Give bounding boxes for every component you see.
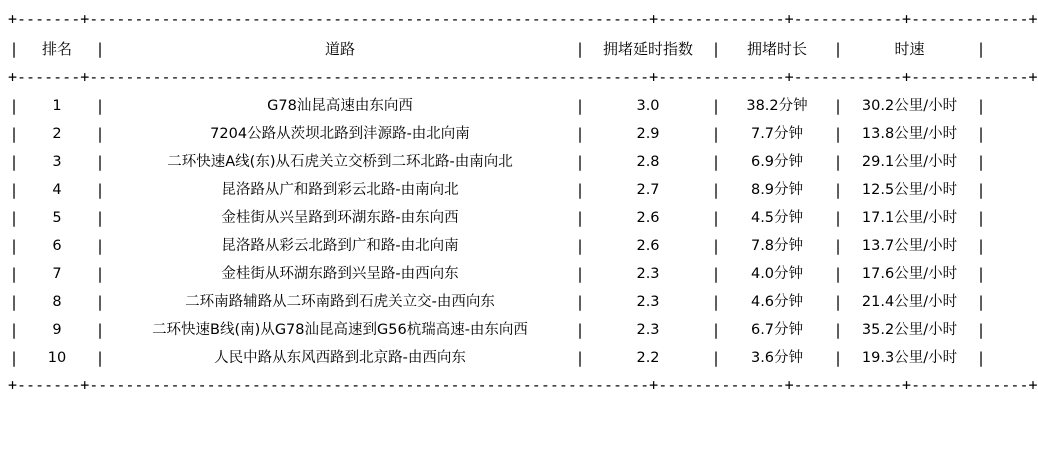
traffic-congestion-table	[8, 34, 987, 64]
border-bar: |	[833, 181, 843, 199]
border-bar: |	[833, 125, 843, 143]
border-bar: |	[575, 349, 585, 367]
cell-road: 金桂街从环湖东路到兴呈路-由西向东	[221, 266, 459, 282]
cell-congestion-index: 2.3	[636, 294, 660, 310]
cell-congestion-index: 3.0	[636, 98, 660, 114]
border-bar: |	[95, 237, 105, 255]
border-bar: |	[9, 349, 19, 367]
border-bar: |	[833, 293, 843, 311]
cell-congestion-index: 2.3	[636, 266, 660, 282]
border-bar: |	[833, 237, 843, 255]
cell-rank: 2	[52, 126, 62, 142]
cell-rank: 1	[52, 98, 62, 114]
cell-congestion-index: 2.8	[636, 154, 660, 170]
border-bar: |	[95, 125, 105, 143]
border-bar: |	[976, 349, 986, 367]
cell-congestion-index: 2.2	[636, 350, 660, 366]
cell-road: 人民中路从东风西路到北京路-由西向东	[214, 350, 466, 366]
border-bar: |	[711, 153, 721, 171]
border-bar: |	[9, 153, 19, 171]
cell-congestion-index: 2.6	[636, 238, 660, 254]
border-bar: |	[575, 153, 585, 171]
table-bottom-border: +-------+--------------------------------------------------------------+--------------+------------+-------------+	[8, 376, 1038, 394]
table-top-border: +-------+--------------------------------------------------------------+--------------+------------+-------------+	[8, 10, 1038, 28]
cell-congestion-duration: 8.9分钟	[750, 182, 804, 198]
border-bar: |	[976, 125, 986, 143]
cell-congestion-index: 2.6	[636, 210, 660, 226]
cell-rank: 7	[52, 266, 62, 282]
border-bar: |	[9, 97, 19, 115]
border-bar: |	[833, 265, 843, 283]
cell-speed: 21.4公里/小时	[861, 294, 958, 310]
cell-congestion-index: 2.9	[636, 126, 660, 142]
column-header-road: 道路	[324, 40, 355, 58]
cell-rank: 9	[52, 322, 62, 338]
table-row	[8, 92, 987, 120]
border-bar: |	[95, 349, 105, 367]
border-bar: |	[976, 293, 986, 311]
cell-speed: 30.2公里/小时	[861, 98, 958, 114]
cell-rank: 5	[52, 210, 62, 226]
cell-congestion-duration: 7.8分钟	[750, 238, 804, 254]
cell-road: 7204公路从茨坝北路到沣源路-由北向南	[210, 126, 470, 142]
border-bar: |	[711, 265, 721, 283]
table-row	[8, 316, 987, 344]
cell-congestion-duration: 6.7分钟	[750, 322, 804, 338]
cell-road: 二环南路辅路从二环南路到石虎关立交-由西向东	[185, 294, 495, 310]
cell-congestion-duration: 4.5分钟	[750, 210, 804, 226]
border-bar: |	[95, 97, 105, 115]
border-bar: |	[95, 40, 105, 58]
border-bar: |	[976, 321, 986, 339]
border-bar: |	[575, 293, 585, 311]
border-bar: |	[833, 97, 843, 115]
border-bar: |	[95, 321, 105, 339]
border-bar: |	[575, 125, 585, 143]
border-bar: |	[575, 209, 585, 227]
border-bar: |	[976, 97, 986, 115]
cell-rank: 3	[52, 154, 62, 170]
cell-road: G78汕昆高速由东向西	[267, 98, 413, 114]
border-bar: |	[976, 40, 986, 58]
cell-road: 昆洛路从彩云北路到广和路-由北向南	[221, 238, 459, 254]
cell-congestion-duration: 38.2分钟	[746, 98, 808, 114]
border-bar: |	[833, 153, 843, 171]
table-row	[8, 120, 987, 148]
border-bar: |	[575, 97, 585, 115]
border-bar: |	[9, 181, 19, 199]
border-bar: |	[711, 97, 721, 115]
cell-speed: 17.6公里/小时	[861, 266, 958, 282]
border-bar: |	[711, 40, 721, 58]
border-bar: |	[9, 125, 19, 143]
cell-speed: 29.1公里/小时	[861, 154, 958, 170]
border-bar: |	[9, 265, 19, 283]
column-header-rank: 排名	[41, 40, 72, 58]
border-bar: |	[95, 265, 105, 283]
cell-road: 昆洛路从广和路到彩云北路-由南向北	[221, 182, 459, 198]
cell-road: 二环快速B线(南)从G78汕昆高速到G56杭瑞高速-由东向西	[152, 322, 528, 338]
border-bar: |	[711, 321, 721, 339]
table-row	[8, 232, 987, 260]
border-bar: |	[711, 237, 721, 255]
cell-congestion-index: 2.7	[636, 182, 660, 198]
border-bar: |	[711, 181, 721, 199]
column-header-congestion-index: 拥堵延时指数	[602, 40, 693, 58]
table-row	[8, 344, 987, 372]
cell-congestion-duration: 4.0分钟	[750, 266, 804, 282]
cell-speed: 35.2公里/小时	[861, 322, 958, 338]
traffic-congestion-table-body	[8, 92, 987, 372]
cell-speed: 13.7公里/小时	[861, 238, 958, 254]
border-bar: |	[9, 293, 19, 311]
border-bar: |	[711, 349, 721, 367]
table-row	[8, 176, 987, 204]
border-bar: |	[833, 40, 843, 58]
border-bar: |	[9, 209, 19, 227]
border-bar: |	[976, 181, 986, 199]
table-header-row	[8, 34, 987, 64]
cell-rank: 6	[52, 238, 62, 254]
table-row	[8, 148, 987, 176]
border-bar: |	[95, 209, 105, 227]
border-bar: |	[9, 40, 19, 58]
border-bar: |	[95, 153, 105, 171]
border-bar: |	[976, 265, 986, 283]
cell-speed: 13.8公里/小时	[861, 126, 958, 142]
border-bar: |	[95, 293, 105, 311]
border-bar: |	[9, 237, 19, 255]
cell-congestion-duration: 6.9分钟	[750, 154, 804, 170]
border-bar: |	[711, 125, 721, 143]
table-row	[8, 260, 987, 288]
cell-road: 金桂街从兴呈路到环湖东路-由东向西	[221, 210, 459, 226]
border-bar: |	[9, 321, 19, 339]
border-bar: |	[95, 181, 105, 199]
column-header-congestion-duration: 拥堵时长	[746, 40, 807, 58]
cell-congestion-duration: 7.7分钟	[750, 126, 804, 142]
border-bar: |	[976, 209, 986, 227]
table-row	[8, 204, 987, 232]
cell-speed: 17.1公里/小时	[861, 210, 958, 226]
cell-rank: 10	[47, 350, 67, 366]
border-bar: |	[976, 153, 986, 171]
table-header-separator: +-------+--------------------------------------------------------------+--------------+------------+-------------+	[8, 68, 1038, 86]
border-bar: |	[575, 40, 585, 58]
border-bar: |	[976, 237, 986, 255]
border-bar: |	[711, 209, 721, 227]
table-row	[8, 288, 987, 316]
cell-speed: 12.5公里/小时	[861, 182, 958, 198]
border-bar: |	[575, 237, 585, 255]
border-bar: |	[575, 265, 585, 283]
column-header-speed: 时速	[894, 40, 925, 58]
cell-road: 二环快速A线(东)从石虎关立交桥到二环北路-由南向北	[167, 154, 513, 170]
cell-speed: 19.3公里/小时	[861, 350, 958, 366]
border-bar: |	[575, 321, 585, 339]
border-bar: |	[575, 181, 585, 199]
cell-congestion-duration: 3.6分钟	[750, 350, 804, 366]
cell-rank: 8	[52, 294, 62, 310]
border-bar: |	[711, 293, 721, 311]
cell-rank: 4	[52, 182, 62, 198]
border-bar: |	[833, 209, 843, 227]
border-bar: |	[833, 349, 843, 367]
border-bar: |	[833, 321, 843, 339]
cell-congestion-index: 2.3	[636, 322, 660, 338]
cell-congestion-duration: 4.6分钟	[750, 294, 804, 310]
